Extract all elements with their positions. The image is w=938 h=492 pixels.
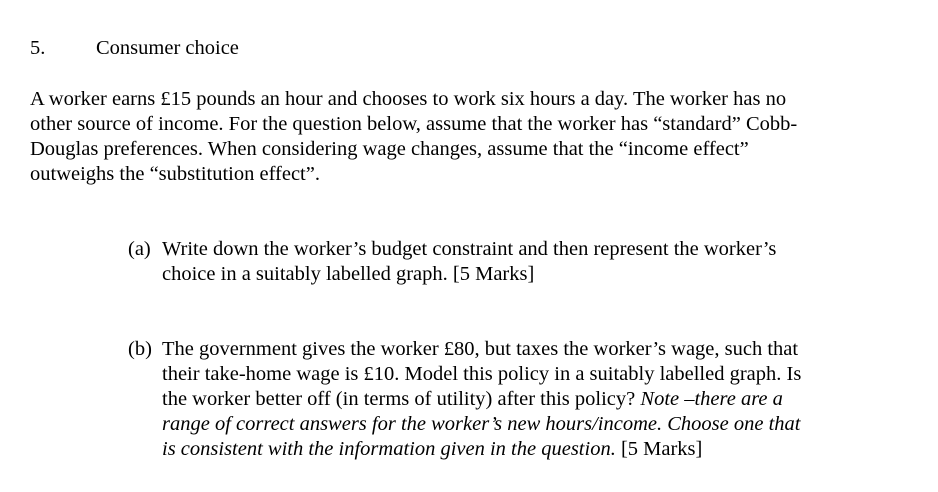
question-intro xyxy=(30,87,870,187)
part-a-text xyxy=(162,237,888,287)
part-b-marks: [5 Marks] xyxy=(615,438,703,460)
question-number: 5. xyxy=(30,37,46,59)
part-b-line xyxy=(162,387,888,412)
intro-line: outweighs the “substitution effect”. xyxy=(30,163,320,185)
part-a xyxy=(128,237,888,287)
intro-line: other source of income. For the question below, assume that the worker has “standard” Cobb- xyxy=(30,113,798,135)
intro-line: Douglas preferences. When considering wage changes, assume that the “income effect” xyxy=(30,138,749,160)
intro-line: A worker earns £15 pounds an hour and chooses to work six hours a day. The worker has no xyxy=(30,88,787,110)
part-b-label: (b) xyxy=(128,338,152,360)
part-b-line xyxy=(162,437,888,462)
part-a-line: choice in a suitably labelled graph. [5 Marks] xyxy=(162,263,535,285)
part-b-text-plain: the worker better off (in terms of utility) after this policy? xyxy=(162,388,641,410)
part-b-line: their take-home wage is £10. Model this policy in a suitably labelled graph. Is xyxy=(162,363,802,385)
part-b-line xyxy=(162,412,888,437)
part-b-line: The government gives the worker £80, but taxes the worker’s wage, such that xyxy=(162,338,799,360)
part-a-label: (a) xyxy=(128,238,151,260)
question-heading xyxy=(30,36,239,61)
part-b-note-italic: Note –there are a xyxy=(640,388,783,410)
part-a-line: Write down the worker’s budget constraint and then represent the worker’s xyxy=(162,238,777,260)
part-b xyxy=(128,337,888,462)
part-b-note-italic: range of correct answers for the worker’s new hours/income. Choose one that xyxy=(162,413,801,435)
question-title: Consumer choice xyxy=(96,37,239,59)
part-b-note-italic: is consistent with the information given in the question. xyxy=(162,438,616,460)
part-b-text xyxy=(162,337,888,462)
